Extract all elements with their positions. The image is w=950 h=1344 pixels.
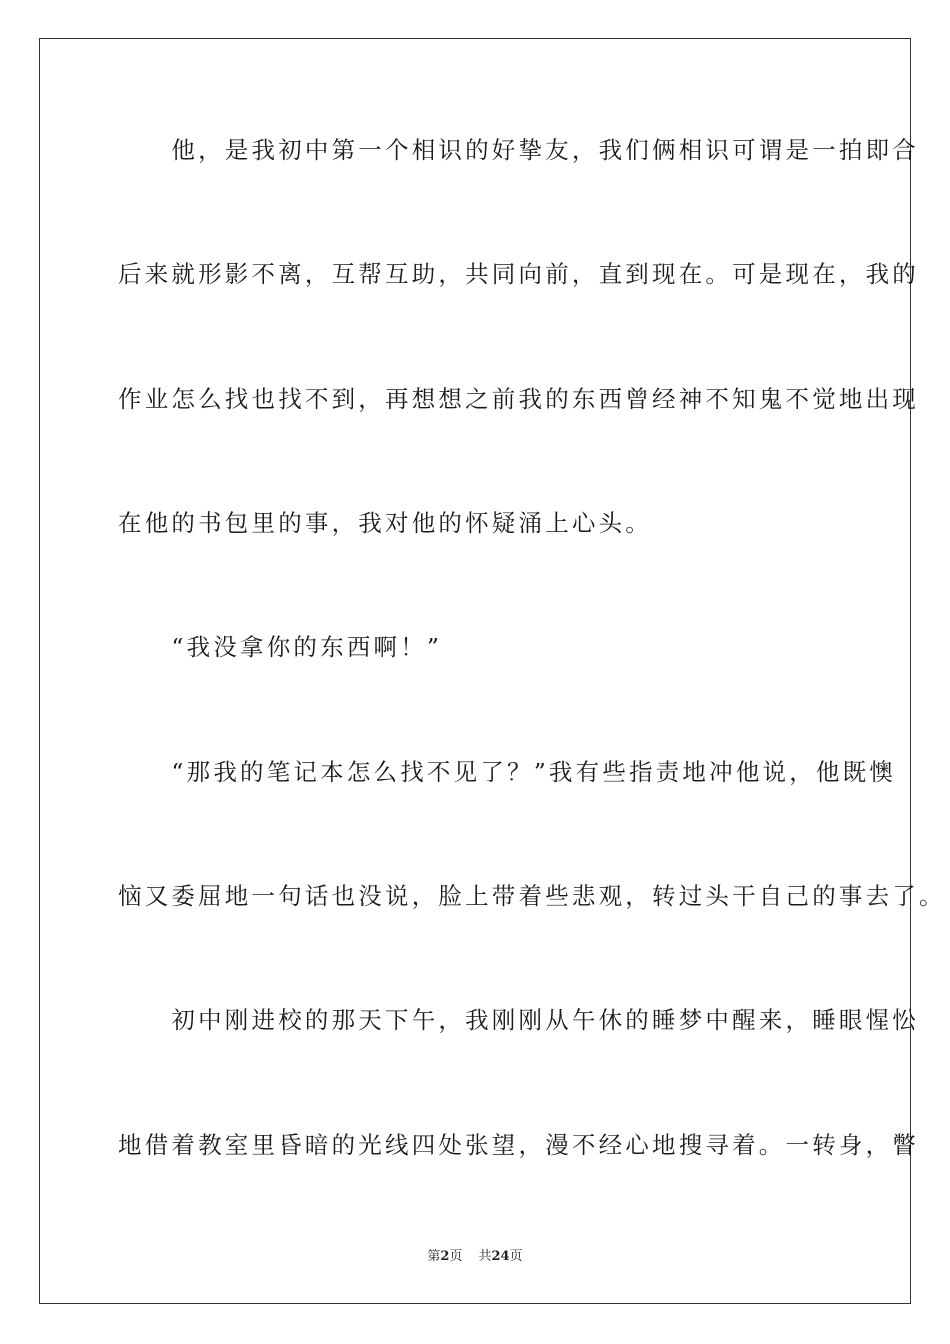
page-footer: [0, 1247, 950, 1267]
total-prefix: 共: [478, 1249, 492, 1264]
page-suffix: 页: [449, 1249, 463, 1264]
paragraph-line-1: 他，是我初中第一个相识的好挚友，我们俩相识可谓是一拍即合: [118, 136, 919, 164]
page-border: [39, 38, 911, 1304]
total-pages: 24: [491, 1249, 510, 1264]
paragraph-line-5: “我没拿你的东西啊！”: [118, 633, 443, 661]
paragraph-line-9: 地借着教室里昏暗的光线四处张望，漫不经心地搜寻着。一转身，瞥: [118, 1131, 919, 1159]
page-number: 2: [440, 1249, 450, 1264]
paragraph-line-3: 作业怎么找也找不到，再想想之前我的东西曾经神不知鬼不觉地出现: [118, 385, 919, 413]
page-prefix: 第: [427, 1249, 441, 1264]
total-suffix: 页: [509, 1249, 523, 1264]
paragraph-line-7: 恼又委屈地一句话也没说，脸上带着些悲观，转过头干自己的事去了。: [118, 882, 946, 910]
paragraph-line-2: 后来就形影不离，互帮互助，共同向前，直到现在。可是现在，我的: [118, 260, 919, 288]
paragraph-line-6: “那我的笔记本怎么找不见了？”我有些指责地冲他说，他既懊: [118, 758, 897, 786]
paragraph-line-4: 在他的书包里的事，我对他的怀疑涌上心头。: [118, 509, 652, 537]
paragraph-line-8: 初中刚进校的那天下午，我刚刚从午休的睡梦中醒来，睡眼惺忪: [118, 1006, 919, 1034]
